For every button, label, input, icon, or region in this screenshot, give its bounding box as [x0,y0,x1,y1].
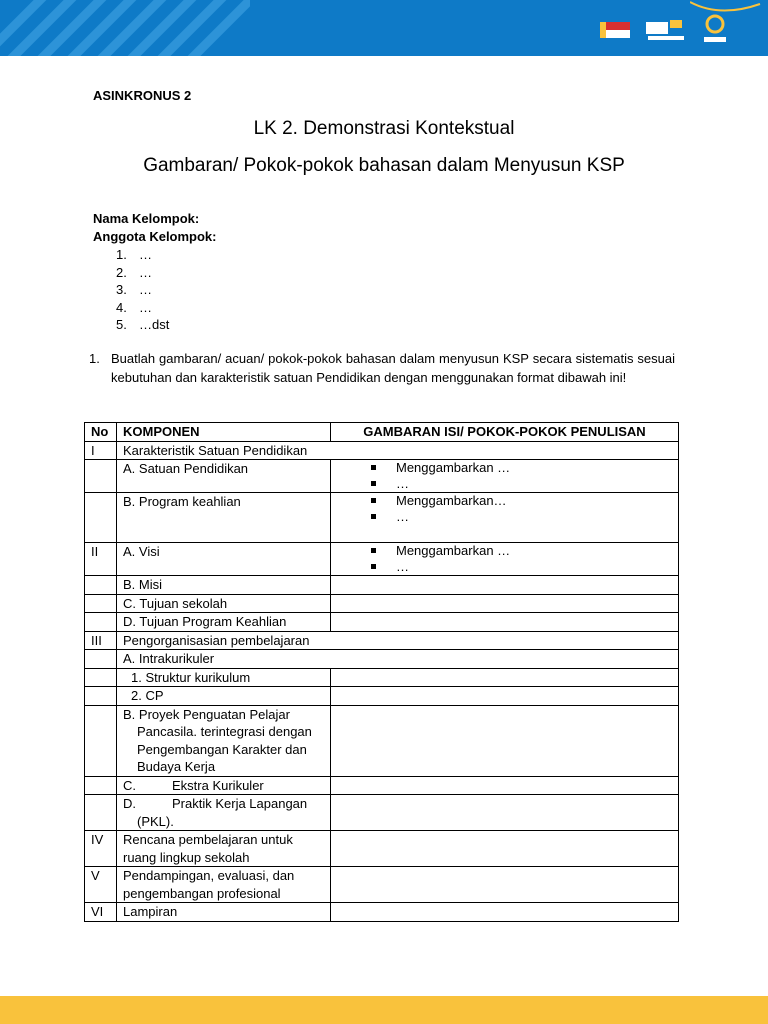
table-row: C. Tujuan sekolah [85,594,679,613]
table-row: B. Program keahlian Menggambarkan… … [85,493,679,543]
col-header-no: No [85,423,117,442]
instruction: 1. Buatlah gambaran/ acuan/ pokok-pokok bahasan dalam menyusun KSP secara sistematis sesuai kebutuhan dan karakteristik satuan Pendidikan dengan menggunakan format dibawah ini! [89,351,675,385]
list-item: 2. … [116,264,152,280]
table-row: A. Intrakurikuler [85,650,679,669]
member-list [116,246,169,334]
stripes-decoration [0,0,250,56]
footer-bar [0,996,768,1024]
doc-label: ASINKRONUS 2 [93,88,192,103]
table-row: D. Praktik Kerja Lapangan (PKL). [85,795,679,831]
header-banner [0,0,768,56]
table-row: 1. Struktur kurikulum [85,668,679,687]
table-row: B. Misi [85,576,679,595]
list-item: 1. … [116,247,152,262]
vokasi-logo [594,14,634,44]
doc-subtitle: Gambaran/ Pokok-pokok bahasan dalam Menyusun KSP [143,155,625,176]
doc-title: LK 2. Demonstrasi Kontekstual [253,118,515,139]
table-row: B. Proyek Penguatan Pelajar Pancasila. terintegrasi dengan Pengembangan Karakter dan Budaya Kerja [85,705,679,776]
smk-logo [644,14,688,44]
group-name-label: Nama Kelompok: [93,211,200,226]
list-item: 3. … [116,282,152,297]
list-item: 5. …dst [116,317,170,332]
table-row: D. Tujuan Program Keahlian [85,613,679,632]
table-row: A. Satuan Pendidikan Menggambarkan … … [85,460,679,493]
col-header-komponen: KOMPONEN [117,423,331,442]
table-row: V Pendampingan, evaluasi, dan pengembangan profesional [85,867,679,903]
group-info [93,210,217,246]
table-row: III Pengorganisasian pembelajaran [85,631,679,650]
group-members-label: Anggota Kelompok: [93,229,217,244]
list-item: 4. … [116,299,152,315]
table-row: IV Rencana pembelajaran untuk ruang lingkup sekolah [85,831,679,867]
table-row: I Karakteristik Satuan Pendidikan [85,441,679,460]
table-header-row [85,423,679,442]
pkptk-logo [698,12,732,46]
table-row: C. Ekstra Kurikuler [85,776,679,795]
table-row: VI Lampiran [85,903,679,922]
ksp-table [84,422,679,922]
table-row: 2. CP [85,687,679,706]
table-row: II A. Visi Menggambarkan … … [85,543,679,576]
col-header-gambaran: GAMBARAN ISI/ POKOK-POKOK PENULISAN [331,423,679,442]
